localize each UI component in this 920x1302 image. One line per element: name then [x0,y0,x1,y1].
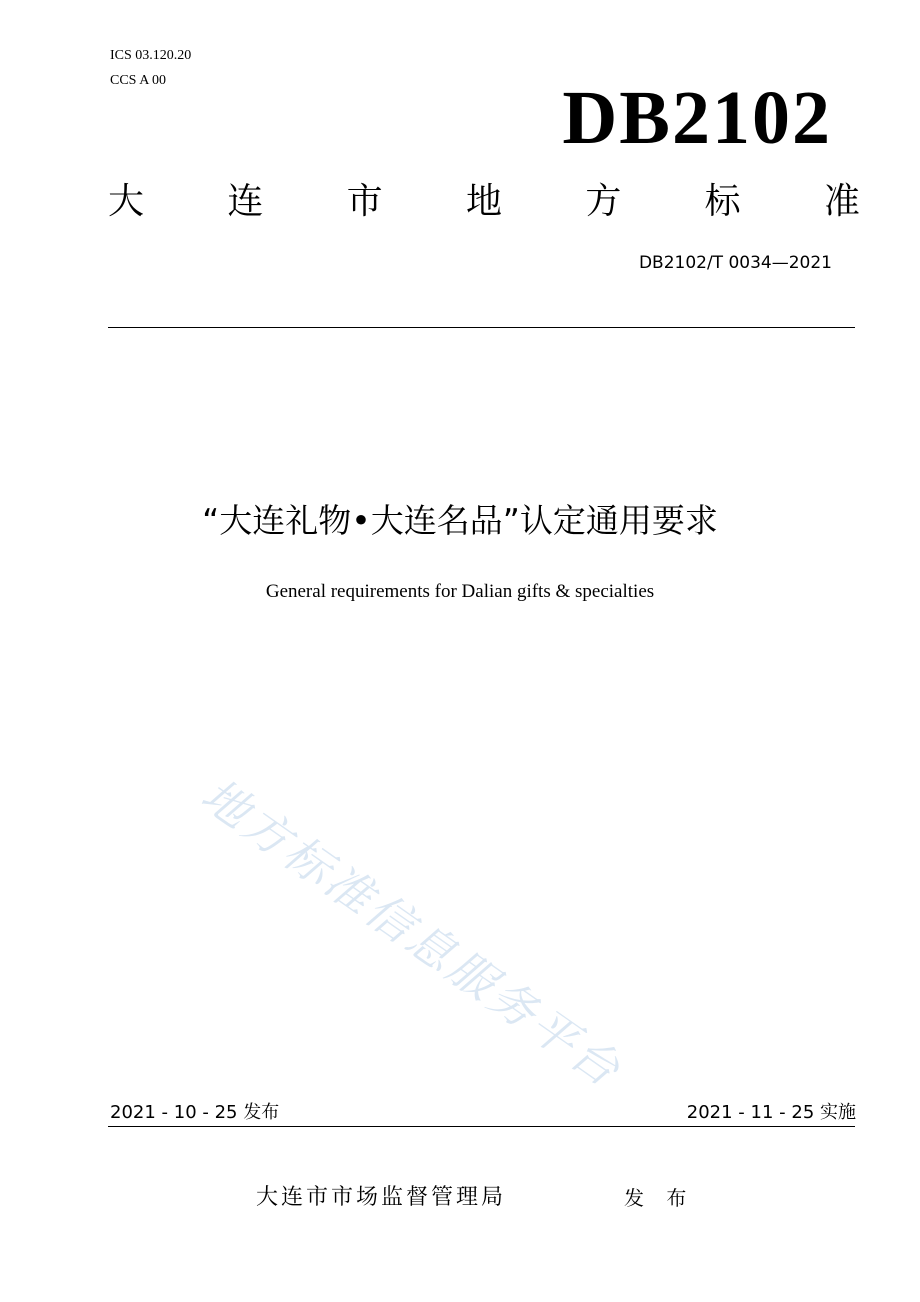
ccs-code: CCS A 00 [110,73,167,88]
title-chinese: “大连礼物•大连名品”认定通用要求 [202,501,718,540]
standard-type-char: 地 [465,181,502,222]
issue-label: 发 布 [624,1186,695,1210]
standard-code-logo: DB2102 [562,76,832,160]
bottom-divider [108,1126,855,1127]
standard-type-char: 准 [823,181,860,222]
standard-type-char: 大 [108,181,145,222]
implementation-date: 2021 - 11 - 25 实施 [686,1102,856,1123]
issuing-authority: 大连市市场监督管理局 [256,1185,507,1210]
standard-type-char: 方 [585,181,622,222]
title-english: General requirements for Dalian gifts & specialties [265,581,655,602]
watermark: 地方标准信息服务平台 [191,767,633,1099]
standard-type-char: 标 [704,181,741,222]
issue-date: 2021 - 10 - 25 发布 [110,1102,280,1123]
standard-type-heading [108,180,860,224]
ics-code: ICS 03.120.20 [110,48,192,63]
top-divider [108,327,855,328]
standard-type-char: 市 [346,181,383,222]
standard-type-char: 连 [227,181,264,222]
standard-number: DB2102/T 0034—2021 [638,253,832,273]
